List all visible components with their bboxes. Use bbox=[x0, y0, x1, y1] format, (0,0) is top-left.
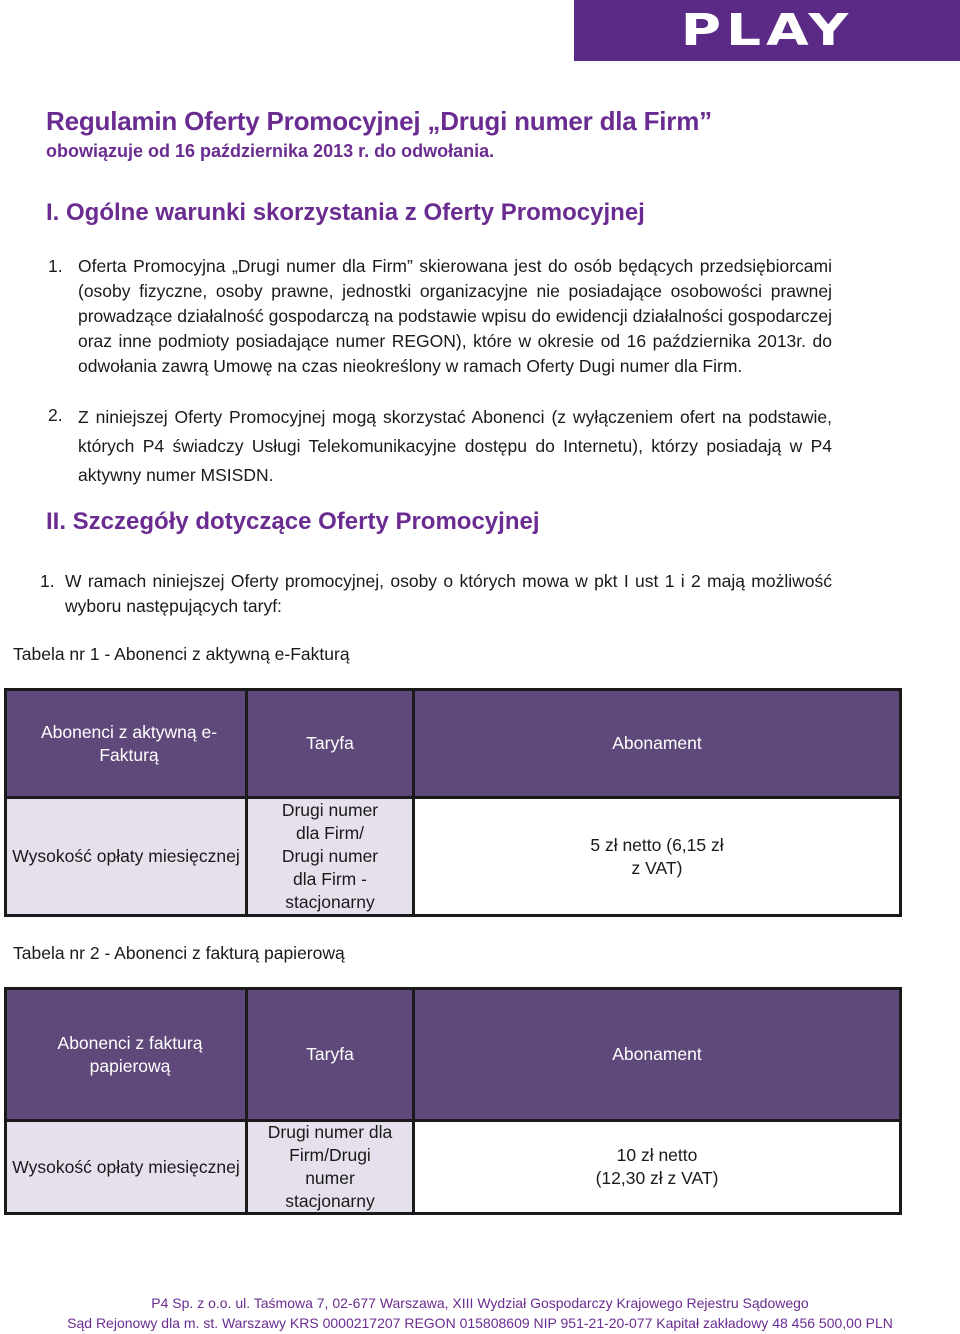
document-title: Regulamin Oferty Promocyjnej „Drugi numer dla Firm” bbox=[46, 106, 712, 136]
section-1-item-2-text: Z niniejszej Oferty Promocyjnej mogą skorzystać Abonenci (z wyłączeniem ofert na podstawie, których P4 świadczy Usługi Telekomunikacyjne dostępu do Internetu), którzy posiadają w P4 aktywny numer MSISDN. bbox=[78, 407, 832, 485]
document-subtitle: obowiązuje od 16 października 2013 r. do odwołania. bbox=[46, 141, 495, 161]
table-1-header-col-2: Taryfa bbox=[248, 691, 412, 796]
table-1-caption: Tabela nr 1 - Abonenci z aktywną e-Fakturą bbox=[13, 644, 350, 664]
table-2-header-col-3: Abonament bbox=[415, 990, 899, 1119]
section-1-heading: I. Ogólne warunki skorzystania z Oferty Promocyjnej bbox=[46, 199, 645, 226]
play-logo bbox=[574, 0, 960, 61]
table-2-caption: Tabela nr 2 - Abonenci z fakturą papierową bbox=[13, 943, 345, 963]
table-1-header-col-1: Abonenci z aktywną e-Fakturą bbox=[7, 691, 245, 796]
table-2-header-col-1: Abonenci z fakturą papierową bbox=[7, 990, 245, 1119]
footer-line-1: P4 Sp. z o.o. ul. Taśmowa 7, 02-677 Warszawa, XIII Wydział Gospodarczy Krajowego Rejestru Sądowego bbox=[151, 1295, 809, 1311]
table-1-row-label: Wysokość opłaty miesięcznej bbox=[7, 799, 245, 914]
section-2-item-1-number: 1. bbox=[40, 571, 55, 591]
table-1 bbox=[4, 688, 902, 917]
footer-line-2: Sąd Rejonowy dla m. st. Warszawy KRS 0000217207 REGON 015808609 NIP 951-21-20-077 Kapitał zakładowy 48 456 500,00 PLN bbox=[67, 1315, 893, 1331]
table-1-row-fee: 5 zł netto (6,15 zł z VAT) bbox=[415, 799, 899, 914]
table-1-row-tariff: Drugi numer dla Firm/ Drugi numer dla Firm - stacjonarny bbox=[248, 799, 412, 914]
table-2-header-col-2: Taryfa bbox=[248, 990, 412, 1119]
section-1-item-1-text: Oferta Promocyjna „Drugi numer dla Firm” skierowana jest do osób będących przedsiębiorcami (osoby fizyczne, osoby prawne, jednostki organizacyjne nie posiadające osobowości prawnej prowadzące działalność gospodarczą na podstawie wpisu do ewidencji działalności gospodarczej oraz inne podmioty posiadające numer REGON), które w okresie od 16 października 2013r. do odwołania zawrą Umowę na czas nieokreślony w ramach Oferty Dugi numer dla Firm. bbox=[78, 256, 832, 376]
table-2-row-label: Wysokość opłaty miesięcznej bbox=[7, 1122, 245, 1212]
section-2-item-1-text: W ramach niniejszej Oferty promocyjnej, osoby o których mowa w pkt I ust 1 i 2 mają możliwość wyboru następujących taryf: bbox=[65, 571, 832, 616]
table-2-row-fee: 10 zł netto (12,30 zł z VAT) bbox=[415, 1122, 899, 1212]
table-2 bbox=[4, 987, 902, 1215]
play-logo-text: PLAY bbox=[680, 5, 854, 56]
section-1-item-2-number: 2. bbox=[48, 405, 63, 425]
table-1-header-col-3: Abonament bbox=[415, 691, 899, 796]
section-2-heading: II. Szczegóły dotyczące Oferty Promocyjnej bbox=[46, 508, 540, 535]
section-1-item-1-number: 1. bbox=[48, 256, 63, 276]
table-2-row-tariff: Drugi numer dla Firm/Drugi numer stacjonarny bbox=[248, 1122, 412, 1212]
